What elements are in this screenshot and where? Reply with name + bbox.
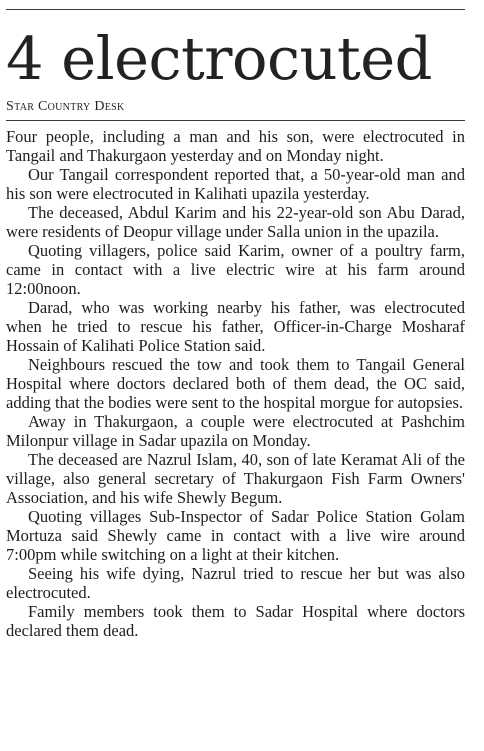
paragraph: Darad, who was working nearby his father, was electrocuted when he tried to rescue his father, Officer-in-Charge Mosharaf Hossain of Kalihati Police Station said.	[6, 298, 465, 355]
news-article	[6, 9, 465, 640]
byline: Star Country Desk	[6, 99, 125, 114]
top-rule	[6, 9, 465, 10]
paragraph: The deceased are Nazrul Islam, 40, son of late Keramat Ali of the village, also general secretary of Thakurgaon Fish Farm Owners' Association, and his wife Shewly Begum.	[6, 450, 465, 507]
paragraph: Our Tangail correspondent reported that, a 50-year-old man and his son were electrocuted in Kalihati upazila yesterday.	[6, 165, 465, 203]
paragraph: Seeing his wife dying, Nazrul tried to rescue her but was also electrocuted.	[6, 564, 465, 602]
article-body	[6, 127, 465, 640]
headline: 4 electrocuted	[6, 24, 432, 93]
paragraph: Quoting villagers, police said Karim, owner of a poultry farm, came in contact with a live electric wire at his farm around 12:00noon.	[6, 241, 465, 298]
paragraph: Four people, including a man and his son, were electrocuted in Tangail and Thakurgaon yesterday and on Monday night.	[6, 127, 465, 165]
paragraph: The deceased, Abdul Karim and his 22-year-old son Abu Darad, were residents of Deopur village under Salla union in the upazila.	[6, 203, 465, 241]
paragraph: Quoting villages Sub-Inspector of Sadar Police Station Golam Mortuza said Shewly came in contact with a live wire around 7:00pm while switching on a light at their kitchen.	[6, 507, 465, 564]
paragraph: Away in Thakurgaon, a couple were electrocuted at Pashchim Milonpur village in Sadar upazila on Monday.	[6, 412, 465, 450]
byline-rule	[6, 120, 465, 121]
paragraph: Neighbours rescued the tow and took them to Tangail General Hospital where doctors declared both of them dead, the OC said, adding that the bodies were sent to the hospital morgue for autopsies.	[6, 355, 465, 412]
paragraph: Family members took them to Sadar Hospital where doctors declared them dead.	[6, 602, 465, 640]
